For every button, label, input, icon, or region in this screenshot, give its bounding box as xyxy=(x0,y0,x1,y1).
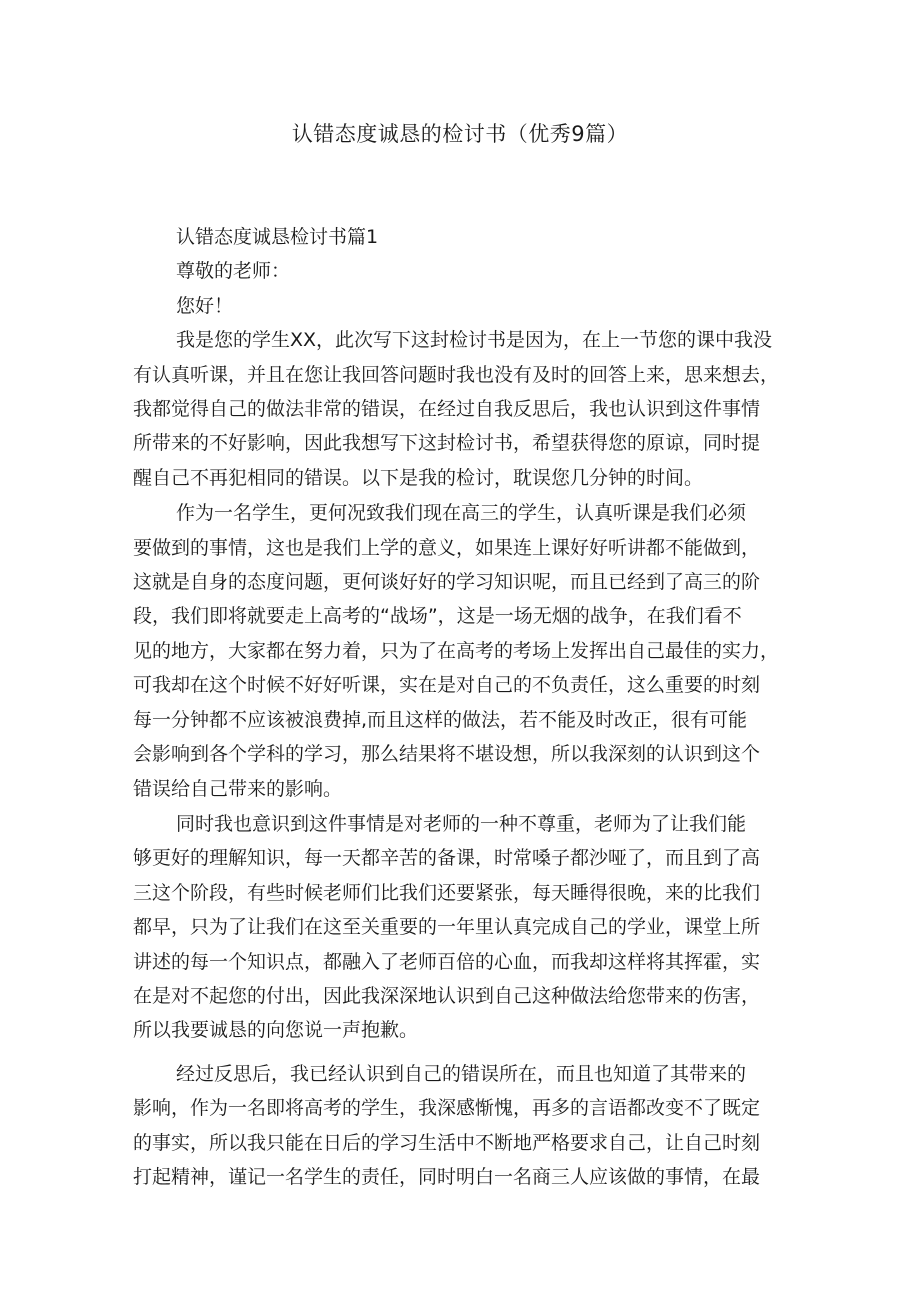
paragraph-4 xyxy=(133,1057,793,1195)
paragraph-line: 段，我们即将就要走上高考的“战场”，这是一场无烟的战争，在我们看不 xyxy=(133,605,742,628)
section-heading: 认错态度诚恳检讨书篇1 xyxy=(176,226,379,248)
paragraph-line: 每一分钟都不应该被浪费掉,而且这样的做法，若不能及时改正，很有可能 xyxy=(133,708,748,731)
paragraph-line: 我是您的学生XX，此次写下这封检讨书是因为，在上一节您的课中我没 xyxy=(176,329,773,352)
salutation: 尊敬的老师： xyxy=(176,260,291,283)
paragraph-line: 经过反思后，我已经认识到自己的错误所在，而且也知道了其带来的 xyxy=(176,1062,747,1085)
paragraph-line: 三这个阶段，有些时候老师们比我们还要紧张，每天睡得很晚，来的比我们 xyxy=(133,881,761,904)
paragraph-1 xyxy=(133,323,793,495)
paragraph-line: 讲述的每一个知识点，都融入了老师百倍的心血，而我却这样将其挥霍，实 xyxy=(133,950,761,973)
paragraph-2 xyxy=(133,496,793,806)
paragraph-3 xyxy=(133,807,793,1048)
paragraph-line: 所以我要诚恳的向您说一声抱歉。 xyxy=(133,1019,419,1042)
paragraph-line: 会影响到各个学科的学习，那么结果将不堪设想，所以我深刻的认识到这个 xyxy=(133,743,761,766)
paragraph-line: 错误给自己带来的影响。 xyxy=(133,777,343,800)
paragraph-line: 同时我也意识到这件事情是对老师的一种不尊重，老师为了让我们能 xyxy=(176,812,747,835)
paragraph-gap xyxy=(133,1049,793,1057)
paragraph-line: 这就是自身的态度问题，更何谈好好的学习知识呢，而且已经到了高三的阶 xyxy=(133,571,761,594)
document-title: 认错态度诚恳的检讨书（优秀9篇） xyxy=(291,122,629,146)
greeting: 您好！ xyxy=(176,294,234,317)
paragraph-line: 的事实，所以我只能在日后的学习生活中不断地严格要求自己，让自己时刻 xyxy=(133,1131,761,1154)
paragraph-line: 都早，只为了让我们在这至关重要的一年里认真完成自己的学业，课堂上所 xyxy=(133,916,761,939)
paragraph-line: 有认真听课，并且在您让我回答问题时我也没有及时的回答上来，思来想去， xyxy=(133,363,780,386)
paragraph-line: 打起精神，谨记一名学生的责任，同时明白一名商三人应该做的事情，在最 xyxy=(133,1165,761,1188)
paragraph-line: 我都觉得自己的做法非常的错误，在经过自我反思后，我也认识到这件事情 xyxy=(133,398,761,421)
paragraph-line: 要做到的事情，这也是我们上学的意义，如果连上课好好听讲都不能做到， xyxy=(133,536,761,559)
paragraph-line: 所带来的不好影响，因此我想写下这封检讨书，希望获得您的原谅，同时提 xyxy=(133,432,761,455)
paragraph-line: 够更好的理解知识，每一天都辛苦的备课，时常嗓子都沙哑了，而且到了高 xyxy=(133,847,761,870)
document-body xyxy=(133,220,793,1195)
paragraph-line: 影响，作为一名即将高考的学生，我深感惭愧，再多的言语都改变不了既定 xyxy=(133,1097,761,1120)
paragraph-line: 在是对不起您的付出，因此我深深地认识到自己这种做法给您带来的伤害， xyxy=(133,984,761,1007)
paragraph-line: 作为一名学生，更何况致我们现在高三的学生，认真听课是我们必须 xyxy=(176,502,747,525)
paragraph-line: 可我却在这个时候不好好听课，实在是对自己的不负责任，这么重要的时刻 xyxy=(133,674,761,697)
paragraph-line: 见的地方，大家都在努力着，只为了在高考的考场上发挥出自己最佳的实力， xyxy=(133,639,780,662)
paragraph-line: 醒自己不再犯相同的错误。以下是我的检讨，耽误您几分钟的时间。 xyxy=(133,466,704,489)
